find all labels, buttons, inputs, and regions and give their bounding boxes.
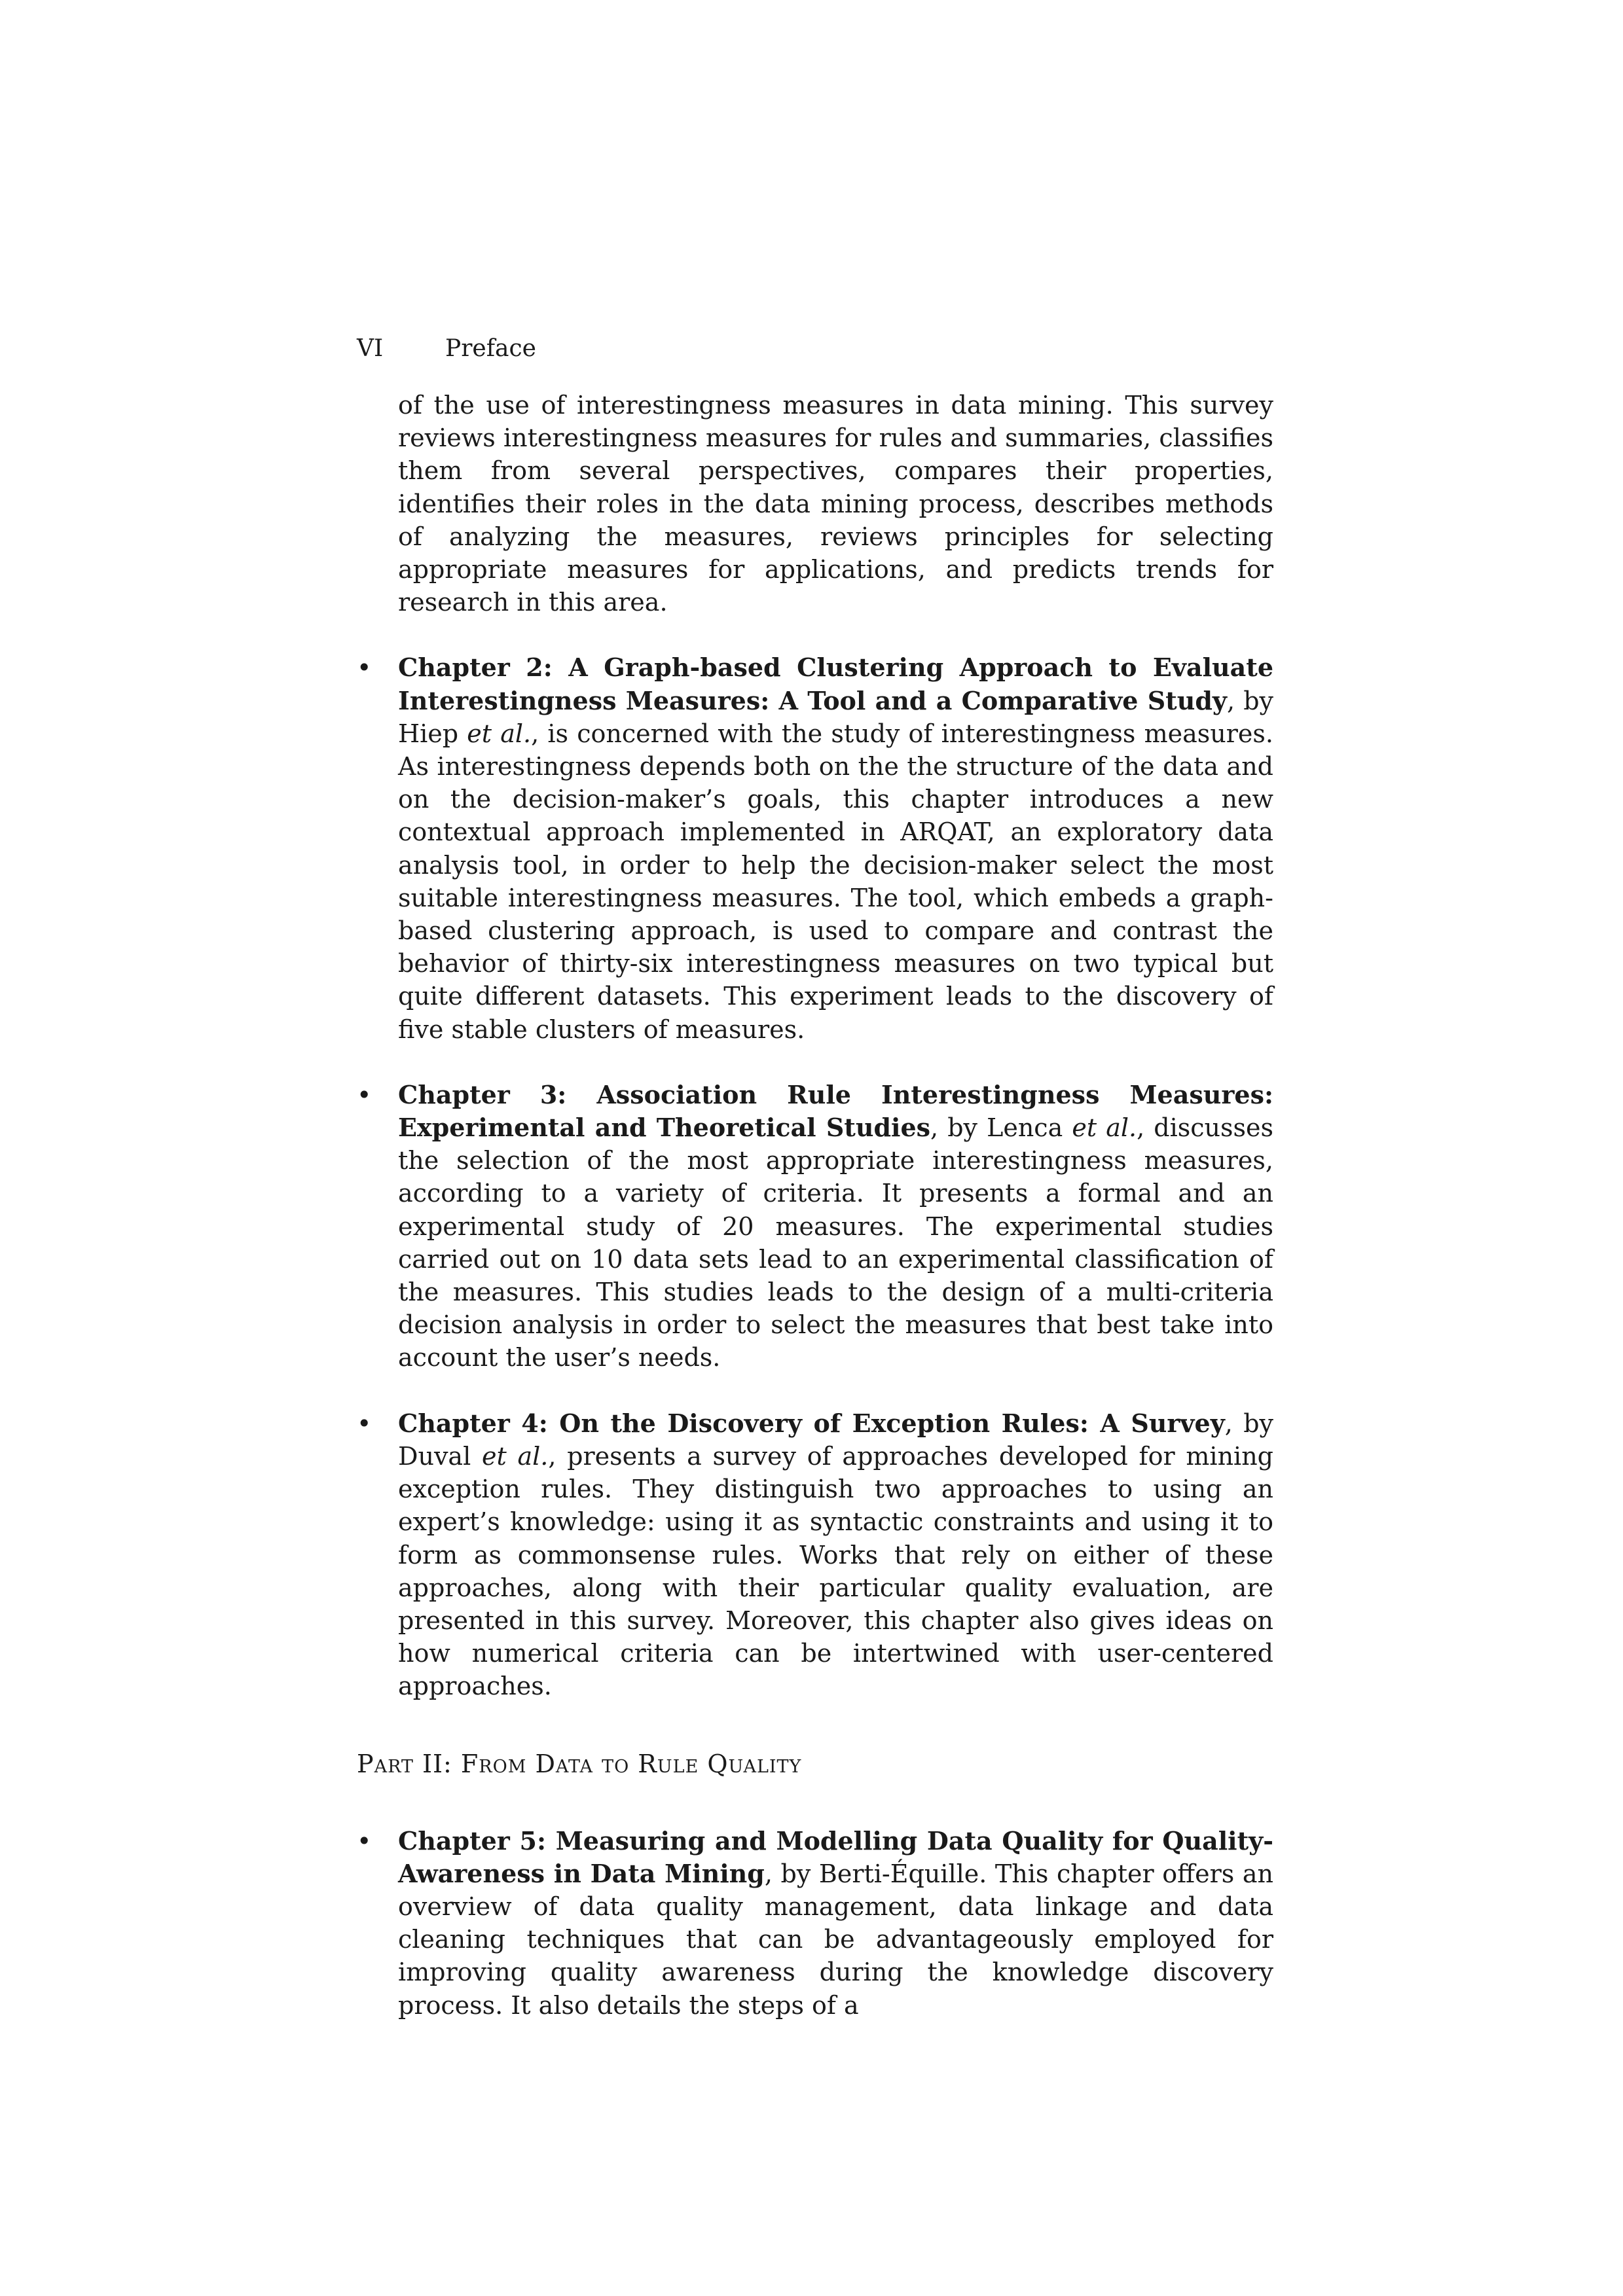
- page-number: VI: [357, 335, 384, 362]
- chapter-5-paragraph: [398, 1825, 1273, 2022]
- bullet-icon: •: [357, 1408, 372, 1438]
- running-head: [357, 332, 536, 365]
- chapter-3-item: [357, 1079, 1273, 1374]
- chapter-4-paragraph: [398, 1407, 1273, 1703]
- chapter-5-title: Chapter 5: Measuring and Modelling Data Quality for Quality-Awareness in Data Mining: [398, 1825, 1273, 1888]
- chapter-2-body: , is concerned with the study of interestingness measures. As interestingness depends both on the the structure of the data and on the decision-maker’s goals, this chapter introduces a new contextual approach implemented in ARQAT, an exploratory data analysis tool, in order to help the decision-maker select the most suitable interestingness measures. The tool, which embeds a graph-based clustering approach, is used to compare and contrast the behavior of thirty-six interestingness measures on two typical but quite different datasets. This experiment leads to the discovery of five stable clusters of measures.: [398, 719, 1273, 1044]
- chapter-3-by: , by Lenca: [930, 1113, 1072, 1143]
- running-head-title: Preface: [445, 335, 536, 362]
- chapter-2-item: [357, 651, 1273, 1045]
- chapter-2-title: Chapter 2: A Graph-based Clustering Approach to Evaluate Interestingness Measures: A Tool and a Comparative Study: [398, 653, 1273, 715]
- part-heading: Part II: From Data to Rule Quality: [357, 1749, 802, 1778]
- bullet-icon: •: [357, 1080, 372, 1109]
- chapter-2-etal: et al.: [467, 719, 532, 748]
- chapter-3-paragraph: [398, 1079, 1273, 1374]
- chapter-3-body: , discusses the selection of the most appropriate interestingness measures, according to a variety of criteria. It presents a formal and an experimental study of 20 measures. The experimental studies carried out on 10 data sets lead to an experimental classification of the measures. This studies leads to the design of a multi-criteria decision analysis in order to select the measures that best take into account the user’s needs.: [398, 1113, 1273, 1372]
- chapter-2-paragraph: [398, 651, 1273, 1045]
- intro-paragraph: of the use of interestingness measures in data mining. This survey reviews interestingness measures for rules and summaries, classifies them from several perspectives, compares their properties, identifies their roles in the data mining process, describes methods of analyzing the measures, reviews principles for selecting appropriate measures for applications, and predicts trends for research in this area.: [398, 391, 1273, 617]
- chapter-4-by: , by Duval: [398, 1408, 1273, 1471]
- chapter-4-body: , presents a survey of approaches developed for mining exception rules. They distinguish two approaches to using an expert’s knowledge: using it as syntactic constraints and using it to form as commonsense rules. Works that rely on either of these approaches, along with their particular quality evaluation, are presented in this survey. Moreover, this chapter also gives ideas on how numerical criteria can be intertwined with user-centered approaches.: [398, 1441, 1273, 1701]
- chapter-4-title: Chapter 4: On the Discovery of Exception Rules: A Survey: [398, 1408, 1225, 1438]
- chapter-4-etal: et al.: [481, 1441, 549, 1471]
- chapter-3-etal: et al.: [1072, 1113, 1137, 1143]
- bullet-icon: •: [357, 653, 372, 683]
- bullet-icon: •: [357, 1826, 372, 1856]
- chapter-5-body: . This chapter offers an overview of data quality management, data linkage and data cleaning techniques that can be advantageously employed for improving quality awareness during the knowledge discovery process. It also details the steps of a: [398, 1859, 1274, 2020]
- chapter-5-item: [357, 1825, 1273, 2022]
- chapter-4-item: [357, 1407, 1273, 1703]
- main-text: [357, 389, 1273, 2022]
- chapter-3-title: Chapter 3: Association Rule Interestingness Measures: Experimental and Theoretical Studies: [398, 1079, 1273, 1143]
- chapter-5-by: , by Berti-Équille: [764, 1859, 979, 1888]
- chapter-2-by: , by Hiep: [398, 686, 1274, 748]
